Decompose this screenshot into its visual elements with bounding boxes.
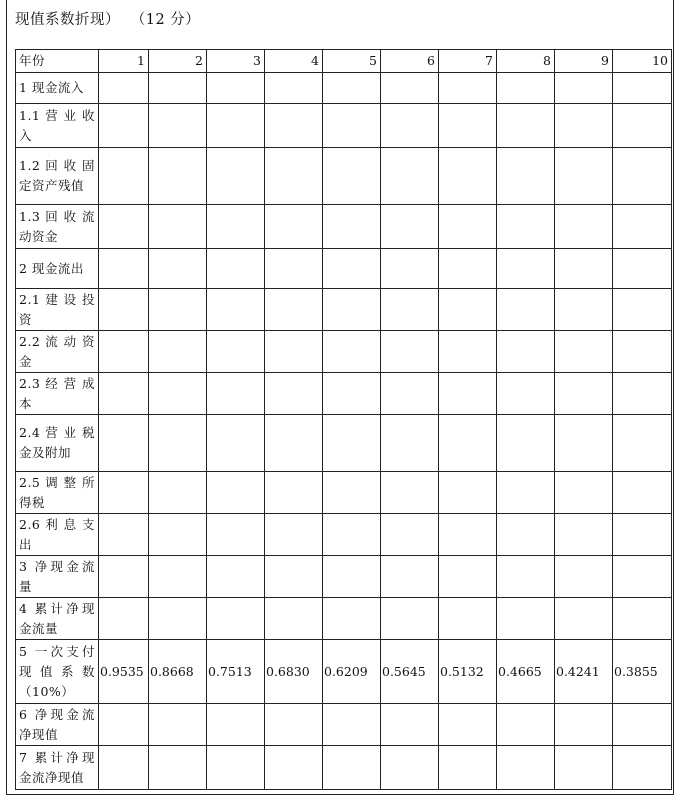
- value-cell: [99, 249, 149, 289]
- value-cell: [555, 73, 613, 104]
- row-label-cell: 4 累计净现 金流量: [16, 598, 99, 640]
- value-cell: [149, 704, 207, 746]
- value-cell: [99, 746, 149, 790]
- value-cell: [265, 373, 323, 415]
- heading-text: 现值系数折现）: [15, 12, 120, 28]
- value-cell: [555, 472, 613, 514]
- value-cell: [613, 373, 672, 415]
- value-cell: [149, 746, 207, 790]
- table-row: [16, 556, 672, 598]
- value-cell: [439, 746, 497, 790]
- value-cell: [381, 472, 439, 514]
- row-label-cell: 1.2 回 收 固 定资产残值: [16, 148, 99, 205]
- value-cell: [265, 415, 323, 472]
- value-cell: [555, 104, 613, 148]
- value-cell: [99, 148, 149, 205]
- year-cell: 8: [497, 50, 555, 73]
- year-cell: 10: [613, 50, 672, 73]
- value-cell: [381, 73, 439, 104]
- value-cell: [381, 205, 439, 249]
- value-cell: [149, 104, 207, 148]
- value-cell: [497, 148, 555, 205]
- value-cell: [613, 556, 672, 598]
- value-cell: [439, 73, 497, 104]
- value-cell: [207, 331, 265, 373]
- value-cell: [265, 514, 323, 556]
- value-cell: [497, 205, 555, 249]
- value-cell: [323, 373, 381, 415]
- table-body: [16, 50, 672, 790]
- value-cell: [207, 598, 265, 640]
- value-cell: [207, 514, 265, 556]
- value-cell: [265, 556, 323, 598]
- value-cell: [497, 289, 555, 331]
- value-cell: [555, 598, 613, 640]
- value-cell: [149, 556, 207, 598]
- value-cell: [323, 704, 381, 746]
- value-cell: [555, 331, 613, 373]
- value-cell: [497, 331, 555, 373]
- value-cell: [381, 415, 439, 472]
- year-cell: 1: [99, 50, 149, 73]
- value-cell: [613, 104, 672, 148]
- row-label-cell: 1.3 回 收 流 动资金: [16, 205, 99, 249]
- value-cell: [497, 556, 555, 598]
- value-cell: [613, 205, 672, 249]
- value-cell: [439, 598, 497, 640]
- value-cell: [99, 472, 149, 514]
- value-cell: [555, 556, 613, 598]
- value-cell: [149, 472, 207, 514]
- table-row: [16, 704, 672, 746]
- row-label-cell: 2.3 经 营 成 本: [16, 373, 99, 415]
- value-cell: [381, 598, 439, 640]
- value-cell: [323, 331, 381, 373]
- row-label-cell: 1.1 营 业 收 入: [16, 104, 99, 148]
- value-cell: [613, 415, 672, 472]
- table-row: [16, 373, 672, 415]
- value-cell: [149, 373, 207, 415]
- value-cell: [323, 514, 381, 556]
- value-cell: [497, 472, 555, 514]
- value-cell: [497, 104, 555, 148]
- value-cell: [555, 148, 613, 205]
- value-cell: [497, 514, 555, 556]
- value-cell: 0.5132: [439, 640, 497, 704]
- value-cell: [99, 373, 149, 415]
- value-cell: [99, 598, 149, 640]
- value-cell: [497, 704, 555, 746]
- value-cell: [207, 373, 265, 415]
- value-cell: [265, 73, 323, 104]
- value-cell: [207, 205, 265, 249]
- year-cell: 6: [381, 50, 439, 73]
- value-cell: [207, 472, 265, 514]
- value-cell: [323, 289, 381, 331]
- value-cell: [613, 331, 672, 373]
- value-cell: [439, 289, 497, 331]
- value-cell: [613, 704, 672, 746]
- value-cell: [323, 148, 381, 205]
- value-cell: [99, 73, 149, 104]
- value-cell: [99, 331, 149, 373]
- value-cell: [381, 104, 439, 148]
- value-cell: [323, 249, 381, 289]
- value-cell: [555, 746, 613, 790]
- value-cell: [265, 331, 323, 373]
- value-cell: [497, 249, 555, 289]
- value-cell: [497, 373, 555, 415]
- table-row: [16, 205, 672, 249]
- value-cell: [613, 598, 672, 640]
- value-cell: 0.6209: [323, 640, 381, 704]
- value-cell: [207, 415, 265, 472]
- row-label-cell: 2.4 营 业 税 金及附加: [16, 415, 99, 472]
- table-row: [16, 415, 672, 472]
- value-cell: [613, 746, 672, 790]
- value-cell: [265, 598, 323, 640]
- value-cell: [207, 289, 265, 331]
- value-cell: [439, 205, 497, 249]
- value-cell: [381, 249, 439, 289]
- value-cell: 0.4665: [497, 640, 555, 704]
- value-cell: [555, 205, 613, 249]
- value-cell: [207, 104, 265, 148]
- value-cell: [323, 205, 381, 249]
- year-cell: 4: [265, 50, 323, 73]
- value-cell: [265, 289, 323, 331]
- table-row: [16, 249, 672, 289]
- value-cell: [323, 598, 381, 640]
- value-cell: [99, 104, 149, 148]
- value-cell: [149, 514, 207, 556]
- table-row: [16, 289, 672, 331]
- value-cell: [613, 472, 672, 514]
- row-label-cell: 3 净现金流 量: [16, 556, 99, 598]
- value-cell: [555, 514, 613, 556]
- value-cell: [381, 704, 439, 746]
- value-cell: [381, 556, 439, 598]
- value-cell: [265, 704, 323, 746]
- header-label-cell: 年份: [16, 50, 99, 73]
- value-cell: 0.7513: [207, 640, 265, 704]
- value-cell: [149, 331, 207, 373]
- value-cell: [265, 472, 323, 514]
- value-cell: [265, 205, 323, 249]
- value-cell: [439, 514, 497, 556]
- value-cell: [207, 556, 265, 598]
- value-cell: 0.3855: [613, 640, 672, 704]
- value-cell: [613, 289, 672, 331]
- value-cell: 0.5645: [381, 640, 439, 704]
- value-cell: [207, 73, 265, 104]
- table-row: [16, 148, 672, 205]
- value-cell: [207, 746, 265, 790]
- value-cell: [265, 148, 323, 205]
- value-cell: [555, 415, 613, 472]
- row-label-cell: 2.2 流 动 资 金: [16, 331, 99, 373]
- value-cell: [439, 104, 497, 148]
- value-cell: [323, 73, 381, 104]
- value-cell: [149, 148, 207, 205]
- value-cell: [323, 472, 381, 514]
- row-label-cell: 2.1 建 设 投 资: [16, 289, 99, 331]
- value-cell: [381, 148, 439, 205]
- table-row: [16, 514, 672, 556]
- value-cell: [99, 556, 149, 598]
- table-row: [16, 640, 672, 704]
- row-label-cell: 1 现金流入: [16, 73, 99, 104]
- value-cell: [99, 704, 149, 746]
- value-cell: [381, 746, 439, 790]
- value-cell: [207, 148, 265, 205]
- value-cell: 0.4241: [555, 640, 613, 704]
- value-cell: [439, 704, 497, 746]
- value-cell: [497, 598, 555, 640]
- value-cell: [323, 415, 381, 472]
- value-cell: 0.6830: [265, 640, 323, 704]
- table-row: [16, 472, 672, 514]
- year-cell: 9: [555, 50, 613, 73]
- value-cell: [555, 373, 613, 415]
- value-cell: [381, 373, 439, 415]
- value-cell: [99, 205, 149, 249]
- value-cell: [497, 746, 555, 790]
- value-cell: [149, 73, 207, 104]
- score-label: （12 分）: [138, 12, 201, 28]
- value-cell: [497, 415, 555, 472]
- value-cell: [149, 205, 207, 249]
- row-label-cell: 2 现金流出: [16, 249, 99, 289]
- header-row: [16, 50, 672, 73]
- value-cell: [381, 289, 439, 331]
- value-cell: [439, 249, 497, 289]
- value-cell: [265, 746, 323, 790]
- row-label-cell: 2.6 利 息 支 出: [16, 514, 99, 556]
- table-row: [16, 598, 672, 640]
- value-cell: [323, 104, 381, 148]
- row-label-cell: 5 一次支付 现 值 系 数 （10%）: [16, 640, 99, 704]
- row-label-cell: 2.5 调 整 所 得税: [16, 472, 99, 514]
- value-cell: [439, 415, 497, 472]
- value-cell: [149, 598, 207, 640]
- table-row: [16, 331, 672, 373]
- value-cell: [323, 746, 381, 790]
- value-cell: [381, 331, 439, 373]
- value-cell: 0.9535: [99, 640, 149, 704]
- table-row: [16, 104, 672, 148]
- value-cell: [555, 289, 613, 331]
- value-cell: [149, 249, 207, 289]
- value-cell: [99, 514, 149, 556]
- value-cell: [555, 704, 613, 746]
- value-cell: [207, 704, 265, 746]
- value-cell: [613, 73, 672, 104]
- value-cell: [149, 415, 207, 472]
- value-cell: [613, 148, 672, 205]
- value-cell: [323, 556, 381, 598]
- value-cell: [613, 514, 672, 556]
- value-cell: [99, 415, 149, 472]
- value-cell: [99, 289, 149, 331]
- value-cell: [381, 514, 439, 556]
- value-cell: [207, 249, 265, 289]
- value-cell: [613, 249, 672, 289]
- year-cell: 2: [149, 50, 207, 73]
- value-cell: [439, 373, 497, 415]
- section-heading: [15, 8, 200, 29]
- value-cell: [265, 249, 323, 289]
- value-cell: [439, 331, 497, 373]
- table-row: [16, 73, 672, 104]
- year-cell: 5: [323, 50, 381, 73]
- year-cell: 3: [207, 50, 265, 73]
- value-cell: [265, 104, 323, 148]
- year-cell: 7: [439, 50, 497, 73]
- value-cell: [149, 289, 207, 331]
- value-cell: [439, 472, 497, 514]
- row-label-cell: 7 累计净现 金流净现值: [16, 746, 99, 790]
- row-label-cell: 6 净现金流 净现值: [16, 704, 99, 746]
- value-cell: 0.8668: [149, 640, 207, 704]
- table-row: [16, 746, 672, 790]
- value-cell: [439, 148, 497, 205]
- value-cell: [497, 73, 555, 104]
- cash-flow-table: [15, 49, 672, 790]
- value-cell: [439, 556, 497, 598]
- value-cell: [555, 249, 613, 289]
